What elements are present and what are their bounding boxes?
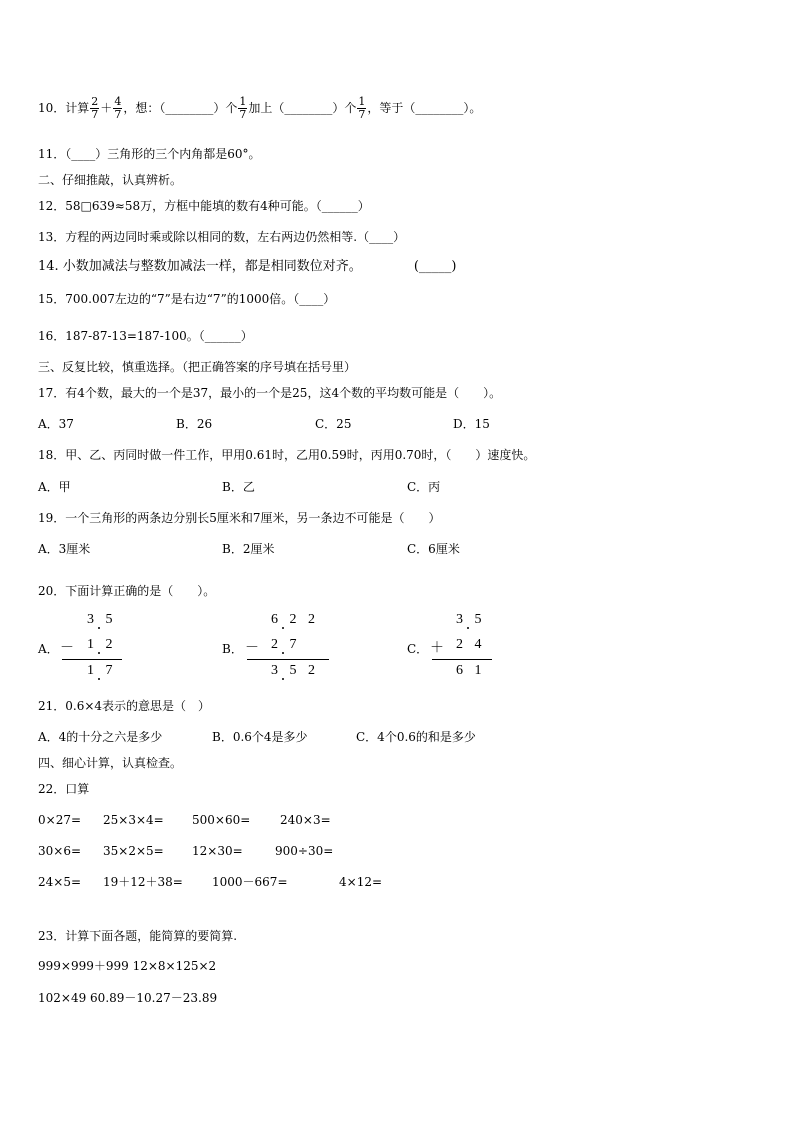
answer-blank-text: 加上（________）个 xyxy=(248,101,357,115)
calc-result-row: 1 7 xyxy=(87,663,113,678)
mental-math-item: 12×30= xyxy=(192,844,243,858)
calc-item-row: 999×999＋999 12×8×125×2 xyxy=(38,959,217,973)
calc-mid-row: 2 7 xyxy=(271,637,297,652)
option-a: A．甲 xyxy=(38,480,71,494)
plus-sign: ＋ xyxy=(430,641,444,656)
fraction-4-7 xyxy=(113,96,122,121)
fraction-denominator: 7 xyxy=(114,108,122,121)
minus-sign: － xyxy=(245,641,259,656)
question-22: 22．口算 xyxy=(38,782,90,796)
mental-math-item: 500×60= xyxy=(192,813,251,827)
option-c-label: C． xyxy=(407,642,429,656)
option-a: A．4的十分之六是多少 xyxy=(38,730,163,744)
fraction-denominator: 7 xyxy=(91,108,99,121)
section-3-heading: 三、反复比较，慎重选择。（把正确答案的序号填在括号里） xyxy=(38,360,357,374)
mental-math-item: 4×12= xyxy=(339,875,383,889)
mental-math-item: 24×5= xyxy=(38,875,82,889)
decimal-point xyxy=(98,652,100,654)
calc-mid-row: 1 2 xyxy=(87,637,113,652)
question-23: 23．计算下面各题，能简算的要简算. xyxy=(38,929,238,943)
question-text: 计算 xyxy=(65,101,90,115)
mental-math-item: 35×2×5= xyxy=(103,844,164,858)
calc-line xyxy=(62,659,122,660)
fraction-numerator: 4 xyxy=(114,95,122,108)
fraction-numerator: 2 xyxy=(91,95,99,108)
question-number: 10． xyxy=(38,101,66,115)
fraction-1-7 xyxy=(238,96,247,121)
answer-blank-text: ，等于（________）。 xyxy=(367,101,482,115)
mental-math-item: 1000－667= xyxy=(212,875,288,889)
minus-sign: － xyxy=(60,641,74,656)
option-c: C．6厘米 xyxy=(407,542,460,556)
answer-blank-text: ，想：（________）个 xyxy=(123,101,238,115)
question-13: 13．方程的两边同时乘或除以相同的数，左右两边仍然相等.（____） xyxy=(38,230,406,244)
question-12: 12．58□639≈58万，方框中能填的数有4种可能。（______） xyxy=(38,199,370,213)
question-16: 16．187-87-13=187-100。（______） xyxy=(38,329,253,343)
decimal-point xyxy=(98,678,100,680)
mental-math-item: 900÷30= xyxy=(275,844,334,858)
calc-item-row: 102×49 60.89－10.27－23.89 xyxy=(38,991,218,1005)
question-17: 17．有4个数，最大的一个是37，最小的一个是25，这4个数的平均数可能是（ ）。 xyxy=(38,386,502,400)
section-2-heading: 二、仔细推敲，认真辨析。 xyxy=(38,173,183,187)
vertical-calc-c xyxy=(430,610,500,685)
mental-math-item: 0×27= xyxy=(38,813,82,827)
option-b: B．2厘米 xyxy=(222,542,275,556)
fraction-1-7 xyxy=(357,96,366,121)
question-19: 19．一个三角形的两条边分别长5厘米和7厘米，另一条边不可能是（ ） xyxy=(38,511,441,525)
option-b: B．26 xyxy=(176,417,213,431)
section-4-heading: 四、细心计算，认真检查。 xyxy=(38,756,183,770)
mental-math-item: 19＋12＋38= xyxy=(103,875,183,889)
calc-top-row: 3 5 xyxy=(87,612,113,627)
vertical-calc-a xyxy=(60,610,130,685)
calc-result-row: 3 5 2 xyxy=(271,663,315,678)
option-a: A．3厘米 xyxy=(38,542,91,556)
fraction-2-7 xyxy=(90,96,99,121)
decimal-point xyxy=(467,627,469,629)
option-c: C．丙 xyxy=(407,480,441,494)
option-d: D．15 xyxy=(453,417,490,431)
mental-math-item: 25×3×4= xyxy=(103,813,164,827)
question-21: 21．0.6×4表示的意思是（ ） xyxy=(38,699,211,713)
calc-line xyxy=(432,659,492,660)
decimal-point xyxy=(282,627,284,629)
calc-top-row: 6 2 2 xyxy=(271,612,315,627)
fraction-numerator: 1 xyxy=(239,95,247,108)
fraction-denominator: 7 xyxy=(239,108,247,121)
fraction-denominator: 7 xyxy=(358,108,366,121)
mental-math-item: 30×6= xyxy=(38,844,82,858)
question-18: 18．甲、乙、丙同时做一件工作，甲用0.61时，乙用0.59时，丙用0.70时，（ ）速度快。 xyxy=(38,448,536,462)
question-14 xyxy=(38,259,456,275)
calc-top-row: 3 5 xyxy=(456,612,482,627)
option-b-label: B． xyxy=(222,642,243,656)
option-a-label: A． xyxy=(38,642,59,656)
mental-math-item: 240×3= xyxy=(280,813,331,827)
option-a: A．37 xyxy=(38,417,74,431)
calc-result-row: 6 1 xyxy=(456,663,482,678)
decimal-point xyxy=(98,627,100,629)
decimal-point xyxy=(282,652,284,654)
fraction-numerator: 1 xyxy=(358,95,366,108)
answer-blank: (_____) xyxy=(413,259,457,274)
question-15: 15．700.007左边的“7”是右边“7”的1000倍。（____） xyxy=(38,292,336,306)
plus-sign: ＋ xyxy=(100,101,113,115)
question-text: 14. 小数加减法与整数加减法一样，都是相同数位对齐。 xyxy=(38,259,362,274)
calc-mid-row: 2 4 xyxy=(456,637,482,652)
question-10 xyxy=(38,96,481,121)
vertical-calc-b xyxy=(245,610,335,685)
option-c: C．25 xyxy=(315,417,352,431)
calc-line xyxy=(247,659,329,660)
decimal-point xyxy=(282,678,284,680)
question-11: 11．（____）三角形的三个内角都是60°。 xyxy=(38,147,261,161)
question-20: 20．下面计算正确的是（ ）。 xyxy=(38,584,216,598)
option-b: B．乙 xyxy=(222,480,255,494)
option-b: B．0.6个4是多少 xyxy=(212,730,308,744)
option-c: C．4个0.6的和是多少 xyxy=(356,730,476,744)
